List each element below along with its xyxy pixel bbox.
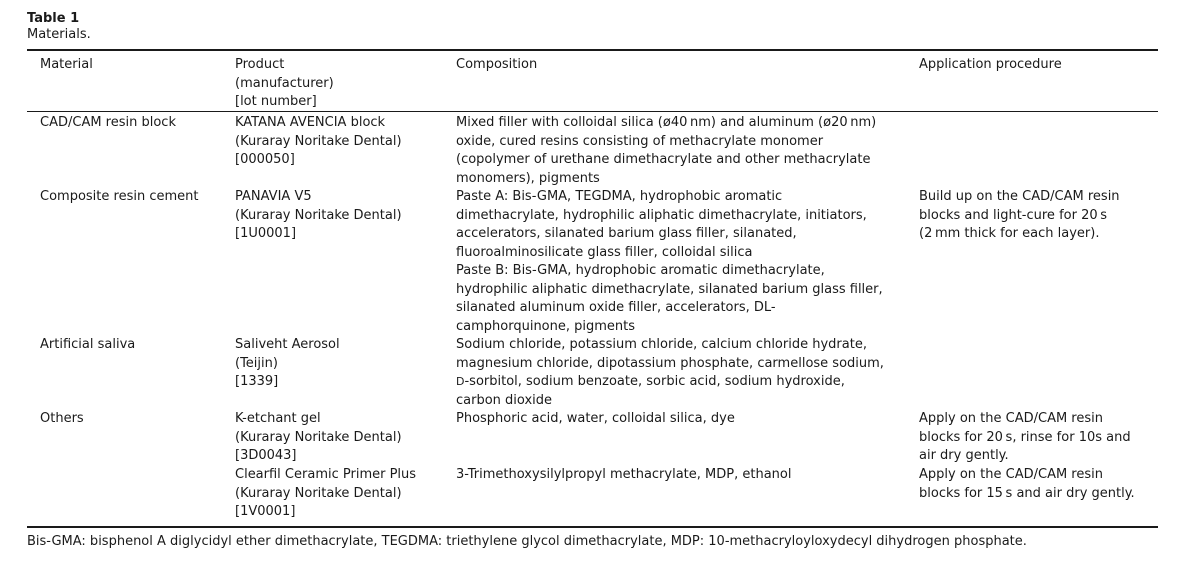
table-caption: Materials. xyxy=(27,27,91,42)
header-product xyxy=(235,56,334,112)
composition-line: monomers), pigments xyxy=(456,170,600,186)
cell-composition xyxy=(456,188,883,336)
composition-line: carbon dioxide xyxy=(456,392,553,408)
product-line: (Kuraray Noritake Dental) xyxy=(235,429,402,445)
application-line: (2 mm thick for each layer). xyxy=(919,226,1100,241)
application-line: blocks for 20 s, rinse for 10s and xyxy=(919,429,1131,445)
product-line: [1V0001] xyxy=(235,504,296,519)
cell-material xyxy=(40,336,135,355)
composition-line-text: -sorbitol, sodium benzoate, sorbic acid, sodium hydroxide, xyxy=(464,374,845,389)
application-line: Apply on the CAD/CAM resin xyxy=(919,467,1103,482)
product-line: (Kuraray Noritake Dental) xyxy=(235,207,402,223)
composition-line: (copolymer of urethane dimethacrylate and other methacrylate xyxy=(456,152,871,167)
header-material xyxy=(40,56,93,75)
composition-line: hydrophilic aliphatic dimethacrylate, silanated barium glass filler, xyxy=(456,281,883,297)
product-line: [3D0043] xyxy=(235,448,297,463)
product-line: K-etchant gel xyxy=(235,411,321,426)
composition-line: camphorquinone, pigments xyxy=(456,318,636,334)
header-row xyxy=(27,51,1158,111)
product-line: [000050] xyxy=(235,152,295,167)
cell-material xyxy=(40,410,84,429)
cell-material xyxy=(40,114,176,133)
product-line: (Kuraray Noritake Dental) xyxy=(235,133,402,149)
product-line: Saliveht Aerosol xyxy=(235,337,340,352)
application-line: blocks for 15 s and air dry gently. xyxy=(919,485,1135,501)
table-row xyxy=(27,114,1158,188)
composition-line: Sodium chloride, potassium chloride, calcium chloride hydrate, xyxy=(456,337,867,352)
composition-line: fluoroalminosilicate glass filler, colloidal silica xyxy=(456,244,753,260)
cell-product xyxy=(235,336,340,392)
header-composition-text: Composition xyxy=(456,57,538,72)
table-row xyxy=(27,188,1158,336)
application-line: air dry gently. xyxy=(919,448,1009,463)
cell-product xyxy=(235,466,416,522)
composition-line: Paste B: Bis-GMA, hydrophobic aromatic dimethacrylate, xyxy=(456,263,825,278)
cell-application xyxy=(919,188,1120,244)
header-rule xyxy=(27,111,1158,112)
cell-product xyxy=(235,410,402,466)
material-text: Composite resin cement xyxy=(40,189,199,204)
composition-line: silanated aluminum oxide filler, accelerators, DL- xyxy=(456,300,776,315)
cell-product xyxy=(235,114,402,170)
material-text: Artificial saliva xyxy=(40,337,136,352)
table-footnote: Bis-GMA: bisphenol A diglycidyl ether dimethacrylate, TEGDMA: triethylene glycol dimethacrylate, MDP: 10-methacryloyloxydecyl dihydrogen phosphate. xyxy=(27,534,1027,549)
composition-line: 3-Trimethoxysilylpropyl methacrylate, MDP, ethanol xyxy=(456,467,792,482)
header-material-text: Material xyxy=(40,57,93,72)
table-label: Table 1 xyxy=(27,11,80,26)
header-product-line: Product xyxy=(235,57,285,72)
cell-application xyxy=(919,410,1131,466)
cell-application xyxy=(919,466,1135,503)
material-text: Others xyxy=(40,411,84,426)
header-product-line: [lot number] xyxy=(235,94,317,109)
composition-line: oxide, cured resins consisting of methacrylate monomer xyxy=(456,133,824,149)
composition-line: dimethacrylate, hydrophilic aliphatic dimethacrylate, initiators, xyxy=(456,207,867,223)
bottom-rule xyxy=(27,526,1158,528)
table-row xyxy=(27,410,1158,466)
product-line: (Teijin) xyxy=(235,355,278,371)
header-product-line: (manufacturer) xyxy=(235,75,334,91)
composition-line: Phosphoric acid, water, colloidal silica, dye xyxy=(456,411,735,426)
product-line: [1339] xyxy=(235,374,279,389)
product-line: (Kuraray Noritake Dental) xyxy=(235,485,402,501)
cell-product xyxy=(235,188,402,244)
composition-line xyxy=(456,373,884,392)
composition-line: accelerators, silanated barium glass filler, silanated, xyxy=(456,226,797,241)
cell-composition xyxy=(456,114,876,188)
composition-line: Mixed filler with colloidal silica (ø40 nm) and aluminum (ø20 nm) xyxy=(456,115,877,130)
header-composition xyxy=(456,56,537,75)
table-row xyxy=(27,466,1158,526)
cell-composition xyxy=(456,410,735,429)
composition-line: magnesium chloride, dipotassium phosphate, carmellose sodium, xyxy=(456,355,884,371)
header-application xyxy=(919,56,1062,75)
cell-material xyxy=(40,188,198,207)
application-line: Apply on the CAD/CAM resin xyxy=(919,411,1103,426)
table-figure xyxy=(27,11,1158,550)
application-line: blocks and light-cure for 20 s xyxy=(919,207,1107,223)
product-line: Clearfil Ceramic Primer Plus xyxy=(235,467,417,482)
small-caps-d: D xyxy=(456,375,465,388)
cell-composition xyxy=(456,336,884,410)
product-line: [1U0001] xyxy=(235,226,297,241)
product-line: KATANA AVENCIA block xyxy=(235,115,386,130)
application-line: Build up on the CAD/CAM resin xyxy=(919,189,1120,204)
cell-composition xyxy=(456,466,791,485)
material-text: CAD/CAM resin block xyxy=(40,115,176,130)
composition-line: Paste A: Bis-GMA, TEGDMA, hydrophobic aromatic xyxy=(456,189,783,204)
materials-table xyxy=(27,51,1158,526)
header-application-text: Application procedure xyxy=(919,57,1062,72)
table-row xyxy=(27,336,1158,410)
product-line: PANAVIA V5 xyxy=(235,189,312,204)
